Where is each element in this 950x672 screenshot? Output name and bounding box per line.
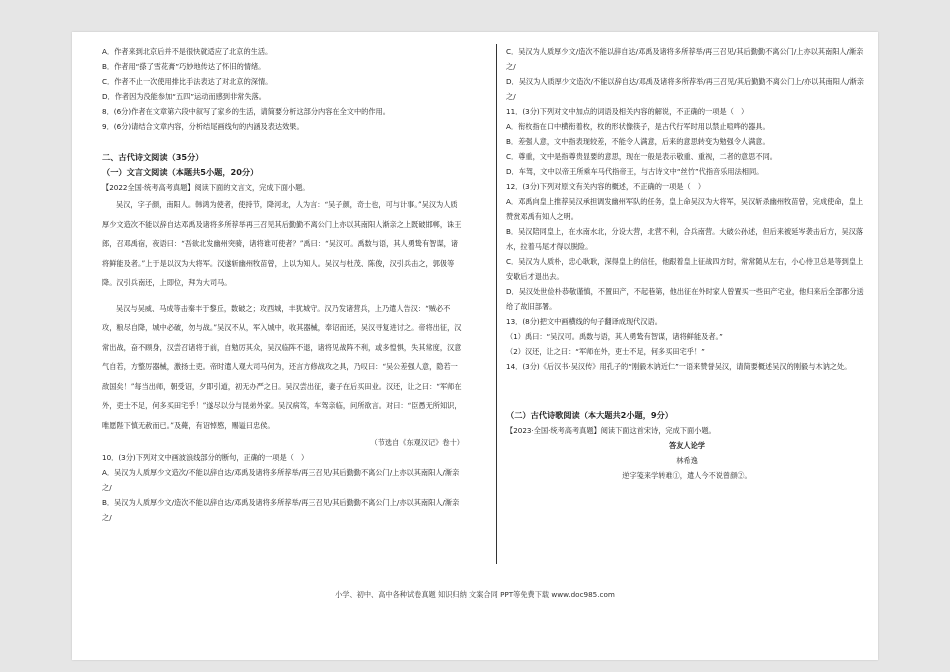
option-b: B．作者用“搽了雪花膏”巧妙地传达了怀旧的情绪。	[102, 62, 266, 71]
q12-option-b: B．吴汉陪同皇上，在水南水北，分设大营，北营不利，合兵南营。大破公孙述，但后来被延岑袭击后方，吴汉落水，拉着马尾才得以脱险。	[506, 227, 864, 251]
question-8: 8．(6分)作者在文章第六段中叙写了家乡的生活，请简要分析这部分内容在全文中的作用。	[102, 107, 390, 116]
left-column	[102, 44, 464, 525]
section-heading: 二、古代诗文阅读（35分）	[102, 152, 204, 162]
q12-option-d: D．吴汉处世俭朴恭敬谨慎，不置田产，不起巷第，他出征在外时家人曾置买一些田产宅业，他归来后全部都分送给了故旧部署。	[506, 287, 864, 311]
q10-option-d: D．吴汉为人质厚少文造次/不能以辞自达/邓禹及诸将多所荐举/再三召见/其后勤勤不离公门上/亦以其南阳人/渐亲之/	[506, 77, 864, 101]
reading-intro-2: 【2023·全国·统考高考真题】阅读下面这首宋诗，完成下面小题。	[506, 426, 716, 435]
passage-paragraph-1: 吴汉，字子颜，南阳人。韩鸿为使者，使持节，降河北，人为言：“吴子颜，奇士也，可与计事。”吴汉为人质厚少文造次不能以辞自达邓禹及诸将多所荐举再三召见其后勤勤不离公门上亦以其南阳人渐亲之上既破邯郸，诛王郎，召邓禹宿，夜语曰：“吾欲北发幽州突骑，诸将谁可使者？”禹曰：“吴汉可。禹数与语，其人勇鸷有智谋，诸将鲜能及者。”上于是以汉为大将军。汉遂斩幽州牧苗曾，上以为知人。吴汉与杜茂、陈俊，汉引兵击之，郭伋等降。汉引兵南还，上即位，拜为大司马。	[102, 200, 462, 287]
passage-paragraph-2: 吴汉与吴威、马成等击秦丰于黎丘，数破之；攻西城，丰犹城守。汉乃发诸营兵，上乃遣人告汉：“贼必不攻，粮尽自降，城中必破，勿与战。”吴汉不从，军入城中，收其器械，奉诏而还，吴汉寻复进讨之。帝将出征，汉常出战，奋不顾身，汉尝召诸将于前，自勉厉其众，吴汉临阵不退，诸将见战阵不利，或多惶惧，失其常度，汉意气自若，方整厉器械，激扬士吏。帝时遣人观大司马何为，还言方修战攻之具，乃叹曰：“吴公差强人意，隐若一敌国矣！”每当出师，朝受诏，夕即引道，初无办严之日。吴汉尝出征，妻子在后买田业。汉还，让之曰：“军师在外，吏士不足，何多买田宅乎！”遂尽以分与昆弟外家。吴汉病笃，车驾亲临，问所欲言。对曰：“臣愚无所知识，唯愿陛下慎无赦而已。”及薨，有诏悼愍，赐谥曰忠侯。	[102, 303, 462, 430]
column-divider	[496, 44, 497, 564]
subsection-heading: （一）文言文阅读（本题共5小题，20分）	[102, 167, 259, 177]
option-c: C．作者不止一次使用排比手法表达了对北京的深情。	[102, 77, 273, 86]
option-d: D．作者因为没能参加“五四”运动而感到非常失落。	[102, 92, 266, 101]
poem-author: 林希逸	[676, 456, 698, 465]
exam-page	[72, 32, 878, 660]
question-11: 11．(3分)下列对文中加点的词语及相关内容的解说，不正确的一项是（ ）	[506, 107, 749, 116]
page-footer: 小学、初中、高中各种试卷真题 知识归纳 文案合同 PPT等免费下载 www.doc985.com	[335, 590, 615, 599]
option-a: A．作者来到北京后并不是很快就适应了北京的生活。	[102, 47, 273, 56]
q11-option-c: C．尊重，文中是指尊贵显要的意思，现在一般是表示敬重、重视，二者的意思不同。	[506, 152, 777, 161]
subsection-heading-2: （二）古代诗歌阅读（本大题共2小题，9分）	[506, 410, 673, 420]
question-9: 9．(6分)请结合文章内容，分析结尾画线句的内涵及表达效果。	[102, 122, 304, 131]
q11-option-a: A．衔枚指在口中横衔着枚，枚的形状像筷子，是古代行军时用以禁止喧哗的器具。	[506, 122, 770, 131]
q11-option-d: D．车驾，文中以帝王所乘车马代指帝王，与古诗文中“丝竹”代指音乐用法相同。	[506, 167, 764, 176]
poem-line: 逆字笺来学转难①，遣人今不说曾颜②。	[622, 471, 752, 480]
poem-title: 答友人论学	[669, 441, 705, 450]
q12-option-a: A．邓禹向皇上推荐吴汉承担调发幽州军队的任务，皇上命吴汉为大将军，吴汉斩杀幽州牧苗曾，完成使命，皇上赞赏邓禹有知人之明。	[506, 197, 864, 221]
question-14: 14．(3分)《后汉书·吴汉传》用孔子的“刚毅木讷近仁”一语来赞誉吴汉，请简要概述吴汉的刚毅与木讷之处。	[506, 362, 852, 371]
question-10: 10．(3分)下列对文中画波浪线部分的断句，正确的一项是（ ）	[102, 453, 309, 462]
question-13: 13．(8分)把文中画横线的句子翻译成现代汉语。	[506, 317, 662, 326]
passage-source: （节选自《东观汉记》卷十）	[370, 438, 464, 447]
q11-option-b: B．差强人意，文中指表现较差，不能令人满意，后来的意思转变为勉强令人满意。	[506, 137, 770, 146]
reading-intro: 【2022全国·统考高考真题】阅读下面的文言文，完成下面小题。	[102, 183, 310, 192]
q13-item-1: （1）禹曰：“吴汉可。禹数与语，其人勇鸷有智谋，诸将鲜能及者。”	[506, 332, 723, 341]
q10-option-c: C．吴汉为人质厚少文/造次不能以辞自达/邓禹及诸将多所荐举/再三召见/其后勤勤不离公门/上亦以其南阳人/渐亲之/	[506, 47, 864, 71]
q12-option-c: C．吴汉为人质朴，忠心耿耿，深得皇上的信任，他跟着皇上征战四方时，常常随从左右，小心侍卫总是等到皇上安歇后才退出去。	[506, 257, 864, 281]
q13-item-2: （2）汉还，让之曰：“军师在外，吏士不足，何多买田宅乎！”	[506, 347, 705, 356]
question-12: 12．(3分)下列对原文有关内容的概述，不正确的一项是（ ）	[506, 182, 706, 191]
right-column	[506, 44, 868, 483]
q10-option-b: B．吴汉为人质厚少文/造次不能以辞自达/邓禹及诸将多所荐举/再三召见/其后勤勤不离公门上/亦以其南阳人/渐亲之/	[102, 498, 460, 522]
q10-option-a: A．吴汉为人质厚少文造次/不能以辞自达/邓禹及诸将多所荐举/再三召见/其后勤勤不离公门/上亦以其南阳人/渐亲之/	[102, 468, 460, 492]
